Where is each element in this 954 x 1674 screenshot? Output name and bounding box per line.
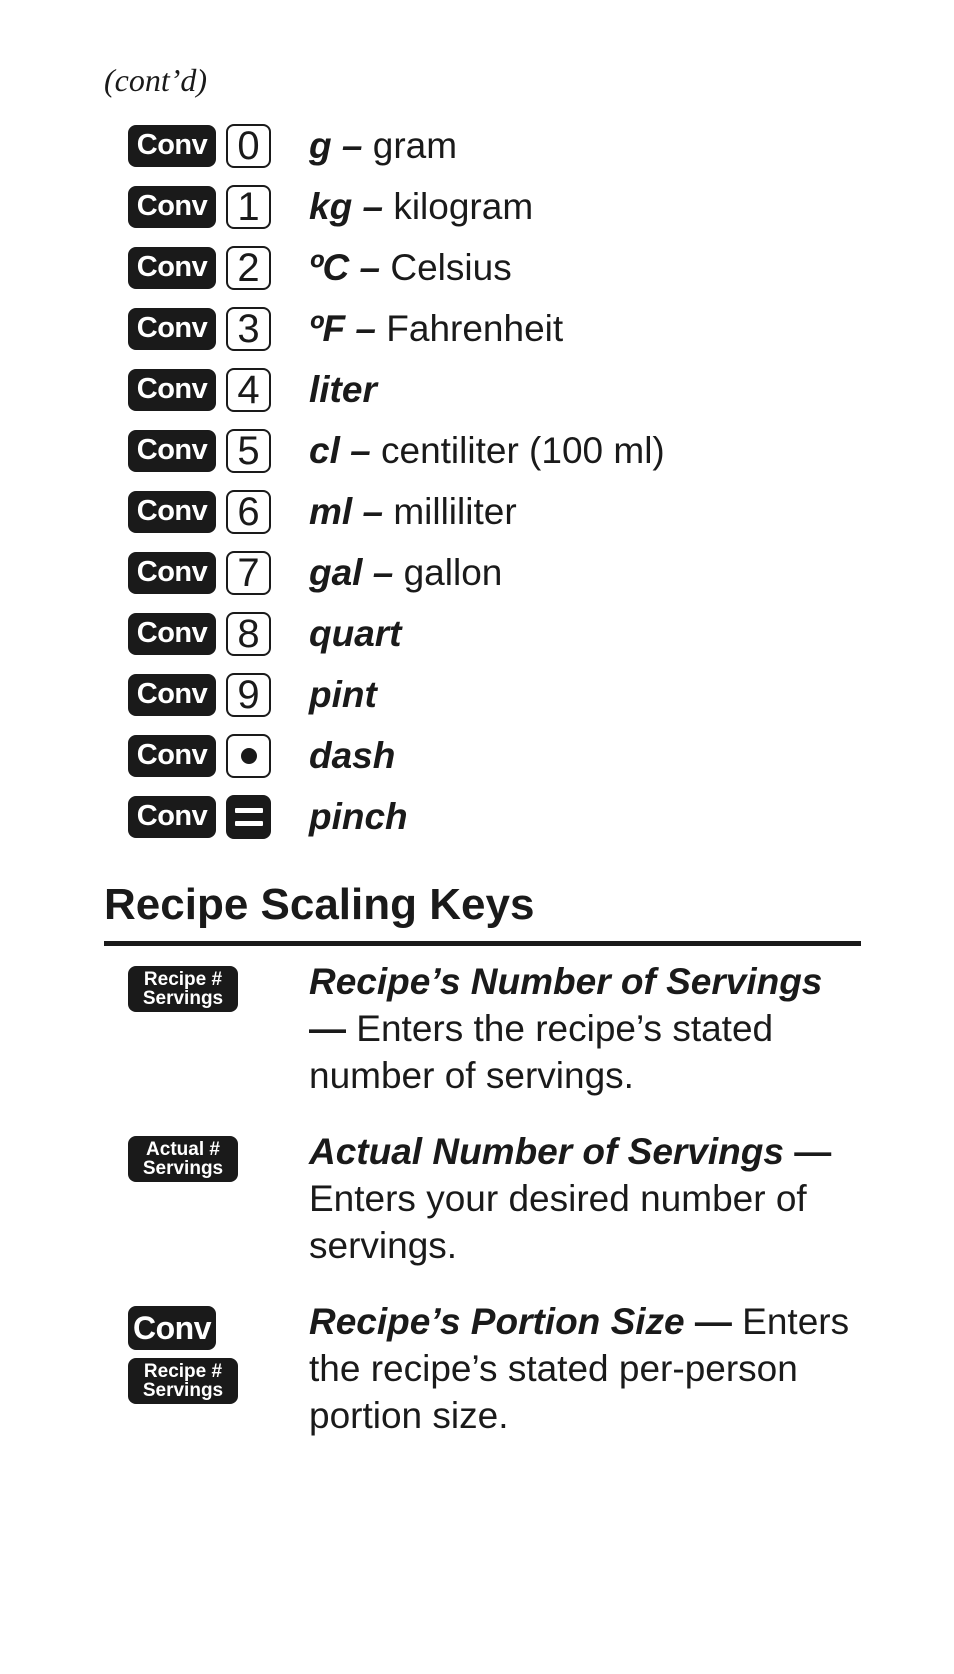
conv-key[interactable]: Conv (128, 674, 216, 716)
conversion-row-milliliter (128, 481, 888, 542)
equals-icon (235, 808, 263, 826)
entry-description (309, 958, 879, 1099)
conversion-key-list (128, 115, 888, 847)
conversion-description (309, 491, 517, 533)
conversion-row-pinch (128, 786, 888, 847)
conv-key[interactable]: Conv (128, 491, 216, 533)
conv-key[interactable]: Conv (128, 308, 216, 350)
separator: – (339, 429, 371, 471)
key-line-1: Recipe # (143, 1361, 223, 1382)
unit-abbreviation: ºC (309, 246, 350, 288)
separator: – (345, 307, 376, 349)
digit-3-key[interactable]: 3 (226, 307, 271, 351)
conversion-row-gram (128, 115, 888, 176)
conv-key[interactable]: Conv (128, 247, 216, 289)
entry-description (309, 1298, 879, 1439)
unit-name: Fahrenheit (375, 307, 564, 349)
unit-abbreviation: liter (309, 368, 377, 410)
unit-abbreviation: gal (309, 551, 363, 593)
conv-key[interactable]: Conv (128, 735, 216, 777)
conversion-row-gallon (128, 542, 888, 603)
unit-name: gallon (393, 551, 503, 593)
conversion-row-liter (128, 359, 888, 420)
entry-term: Recipe’s Number of Servings (309, 961, 823, 1002)
section-divider (104, 941, 861, 946)
conversion-description (309, 247, 512, 289)
equals-key[interactable] (226, 795, 271, 839)
separator: – (362, 551, 394, 593)
conversion-description (309, 735, 395, 777)
conversion-description (309, 369, 377, 411)
conversion-row-centiliter (128, 420, 888, 481)
conv-key[interactable]: Conv (128, 796, 216, 838)
entry-dash: — (309, 1008, 346, 1049)
digit-6-key[interactable]: 6 (226, 490, 271, 534)
conversion-description (309, 308, 563, 350)
unit-abbreviation: ml (309, 490, 353, 532)
recipe-servings-key[interactable] (128, 966, 238, 1012)
unit-abbreviation: dash (309, 734, 396, 776)
unit-name: gram (362, 124, 458, 166)
digit-0-key[interactable]: 0 (226, 124, 271, 168)
key-line-2: Servings (142, 988, 224, 1009)
unit-abbreviation: pinch (309, 795, 408, 837)
entry-dash: — (783, 1131, 832, 1172)
digit-2-key[interactable]: 2 (226, 246, 271, 290)
decimal-point-key[interactable] (226, 734, 271, 778)
conversion-row-celsius (128, 237, 888, 298)
entry-text: Enters the recipe’s stated per-person portion size. (309, 1301, 850, 1436)
unit-name: milliliter (383, 490, 517, 532)
conversion-row-kilogram (128, 176, 888, 237)
digit-4-key[interactable]: 4 (226, 368, 271, 412)
actual-servings-key[interactable] (128, 1136, 238, 1182)
unit-name: Celsius (380, 246, 512, 288)
key-line-1: Recipe # (143, 969, 223, 990)
entry-dash: — (684, 1301, 732, 1342)
entry-description (309, 1128, 879, 1269)
conversion-description (309, 552, 502, 594)
conversion-row-dash (128, 725, 888, 786)
entry-text: Enters the recipe’s stated number of servings. (309, 1008, 774, 1096)
conv-key[interactable]: Conv (128, 369, 216, 411)
conv-key[interactable]: Conv (128, 125, 216, 167)
entry-keys (128, 966, 238, 1012)
conv-key[interactable]: Conv (128, 1306, 216, 1350)
separator: – (352, 490, 384, 532)
conversion-description (309, 186, 533, 228)
conversion-row-quart (128, 603, 888, 664)
entry-keys (128, 1136, 238, 1182)
conversion-description (309, 613, 402, 655)
conversion-row-pint (128, 664, 888, 725)
conversion-description (309, 674, 377, 716)
key-line-1: Actual # (146, 1139, 220, 1160)
digit-5-key[interactable]: 5 (226, 429, 271, 473)
entry-term: Actual Number of Servings (309, 1131, 784, 1172)
key-line-2: Servings (142, 1158, 224, 1179)
conv-key[interactable]: Conv (128, 430, 216, 472)
digit-8-key[interactable]: 8 (226, 612, 271, 656)
unit-abbreviation: pint (309, 673, 377, 715)
conversion-row-fahrenheit (128, 298, 888, 359)
section-title: Recipe Scaling Keys (104, 880, 535, 929)
digit-7-key[interactable]: 7 (226, 551, 271, 595)
unit-name: centiliter (100 ml) (370, 429, 665, 471)
separator: – (352, 185, 384, 227)
digit-1-key[interactable]: 1 (226, 185, 271, 229)
decimal-point-icon (241, 748, 257, 764)
key-line-2: Servings (142, 1380, 224, 1401)
entry-text: Enters your desired number of servings. (309, 1178, 807, 1266)
separator: – (331, 124, 363, 166)
conv-key[interactable]: Conv (128, 613, 216, 655)
conversion-description (309, 430, 665, 472)
recipe-servings-key[interactable] (128, 1358, 238, 1404)
unit-abbreviation: kg (309, 185, 353, 227)
digit-9-key[interactable]: 9 (226, 673, 271, 717)
unit-abbreviation: g (309, 124, 332, 166)
unit-name: kilogram (383, 185, 534, 227)
conversion-description (309, 125, 457, 167)
continued-label: (cont’d) (104, 62, 208, 98)
unit-abbreviation: quart (309, 612, 402, 654)
unit-abbreviation: ºF (309, 307, 346, 349)
entry-term: Recipe’s Portion Size (309, 1301, 685, 1342)
entry-keys (128, 1306, 238, 1404)
unit-abbreviation: cl (309, 429, 340, 471)
conv-key[interactable]: Conv (128, 186, 216, 228)
conversion-description (309, 796, 408, 838)
conv-key[interactable]: Conv (128, 552, 216, 594)
separator: – (349, 246, 381, 288)
